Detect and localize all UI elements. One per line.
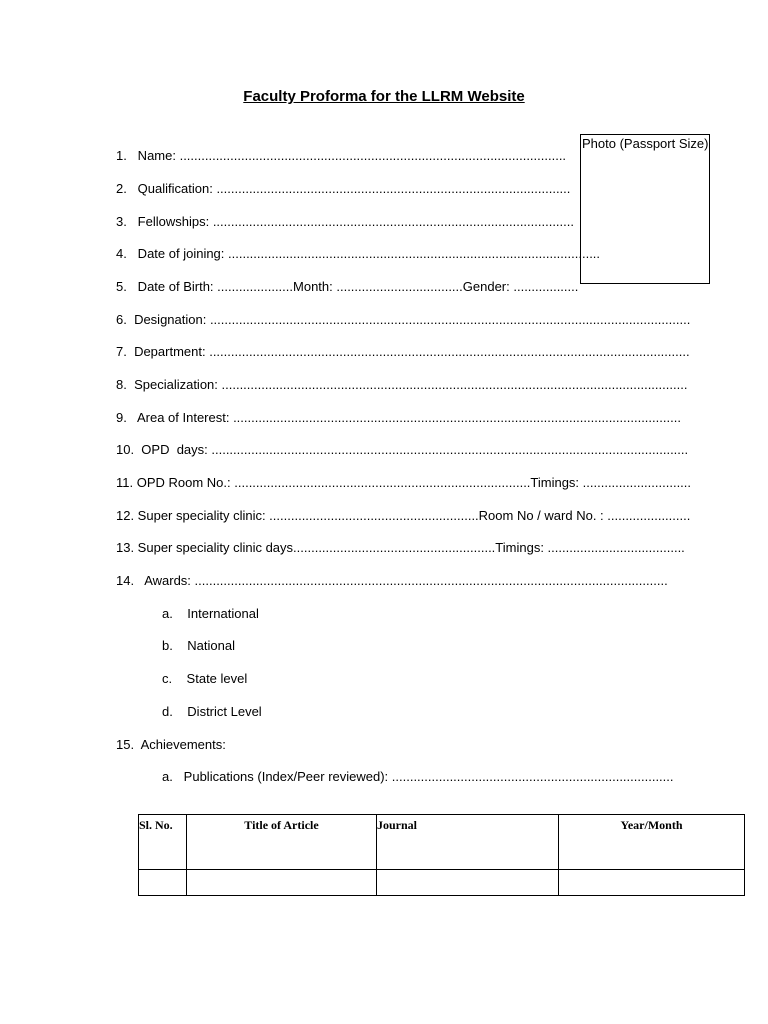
page-title: Faculty Proforma for the LLRM Website bbox=[243, 88, 525, 105]
field-opd-days: 10. OPD days: .................................................................................................................................... bbox=[116, 442, 689, 457]
header-sl-no: Sl. No. bbox=[139, 815, 187, 870]
field-date-of-joining: 4. Date of joining: ....................................................................................................... bbox=[116, 246, 601, 261]
table-cell bbox=[139, 870, 187, 896]
table-cell bbox=[559, 870, 745, 896]
table-cell bbox=[377, 870, 559, 896]
table-cell bbox=[187, 870, 377, 896]
field-super-speciality-clinic-days: 13. Super speciality clinic days........................................................Timings: ...................................... bbox=[116, 540, 685, 555]
table-header-row bbox=[139, 815, 745, 870]
header-year-month: Year/Month bbox=[559, 815, 745, 870]
award-item: c. State level bbox=[162, 671, 248, 686]
photo-label: Photo (Passport Size) bbox=[582, 136, 709, 151]
field-name: 1. Name: ........................................................................................................... bbox=[116, 148, 567, 163]
publications-table bbox=[138, 814, 745, 896]
field-department: 7. Department: ..................................................................................................................................... bbox=[116, 344, 690, 359]
field-date-of-birth: 5. Date of Birth: .....................Month: ...................................Gender: .................. bbox=[116, 279, 579, 294]
field-super-speciality-clinic: 12. Super speciality clinic: ..........................................................Room No / ward No. : ....................... bbox=[116, 508, 691, 523]
award-item: a. International bbox=[162, 606, 259, 621]
award-item: d. District Level bbox=[162, 704, 262, 719]
field-specialization: 8. Specialization: ................................................................................................................................. bbox=[116, 377, 688, 392]
header-title-of-article: Title of Article bbox=[187, 815, 377, 870]
field-designation: 6. Designation: ..................................................................................................................................... bbox=[116, 312, 691, 327]
field-qualification: 2. Qualification: .................................................................................................. bbox=[116, 181, 571, 196]
field-fellowships: 3. Fellowships: .................................................................................................... bbox=[116, 214, 574, 229]
field-area-of-interest: 9. Area of Interest: ............................................................................................................................ bbox=[116, 410, 681, 425]
header-journal: Journal bbox=[377, 815, 559, 870]
field-awards: 14. Awards: ................................................................................................................................... bbox=[116, 573, 668, 588]
award-item: b. National bbox=[162, 638, 235, 653]
field-publications: a. Publications (Index/Peer reviewed): .............................................................................. bbox=[162, 769, 674, 784]
field-achievements: 15. Achievements: bbox=[116, 737, 226, 752]
table-row bbox=[139, 870, 745, 896]
field-opd-room: 11. OPD Room No.: ..................................................................................Timings: .............................. bbox=[116, 475, 692, 490]
